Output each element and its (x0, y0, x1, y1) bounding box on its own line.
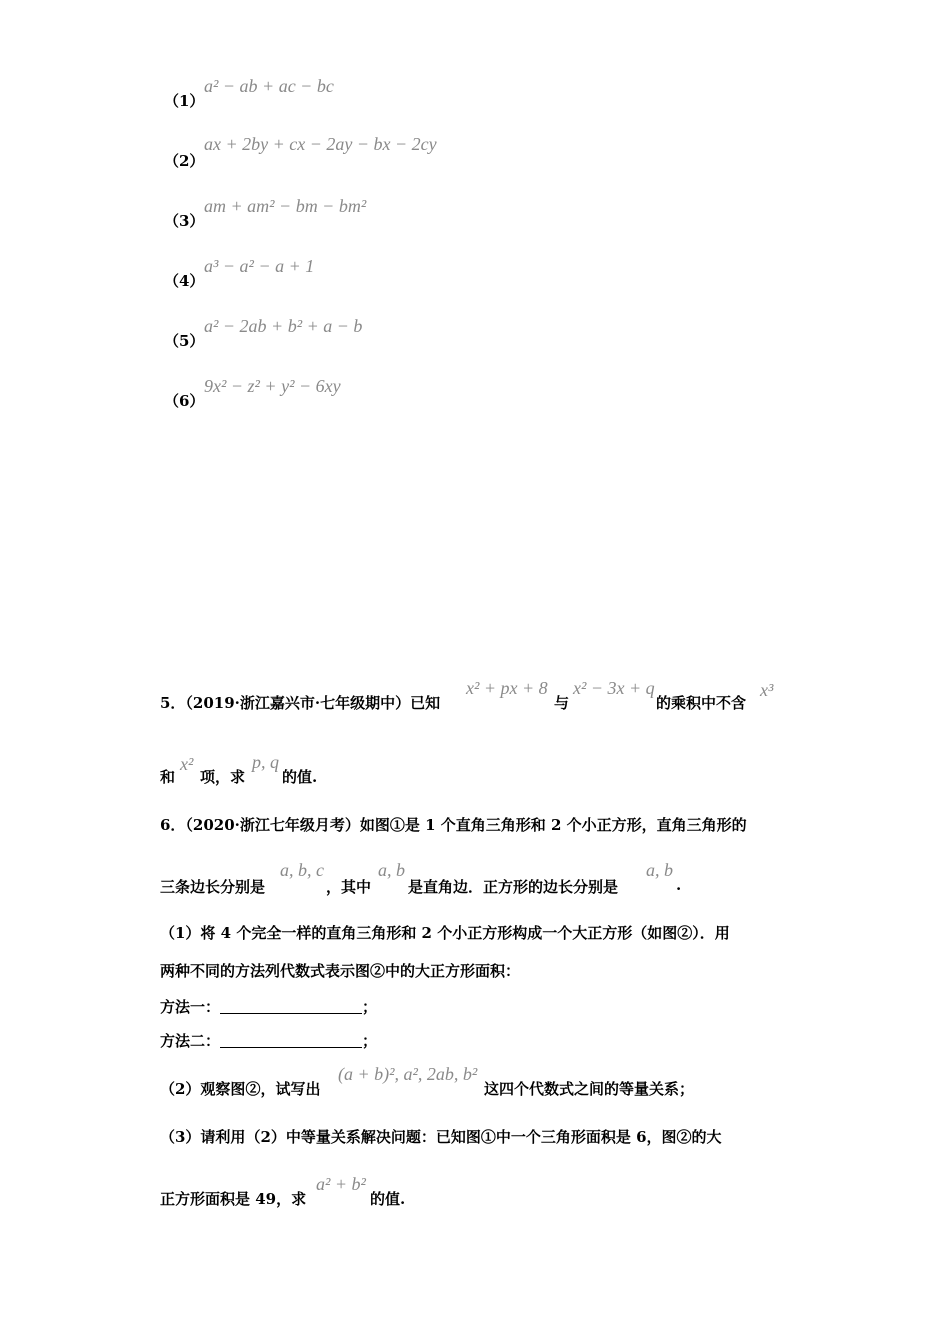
method-two-blank[interactable] (220, 1033, 362, 1048)
q6-expr-ab-1: a, b (378, 860, 405, 880)
method-two-semicolon: ； (362, 1032, 378, 1050)
method-one-row (160, 996, 377, 1017)
q6-part-3-expression: a² + b² (316, 1174, 366, 1194)
q5-and-text: 和 (160, 768, 176, 786)
q5-value-text: 的值. (282, 768, 318, 786)
item-2-expression: ax + 2by + cx − 2ay − bx − 2cy (204, 134, 437, 154)
q6-part-3-value-text: 的值. (370, 1190, 406, 1208)
item-4-expression: a³ − a² − a + 1 (204, 256, 315, 276)
item-6-label: （6） (164, 392, 205, 410)
q5-expr-1: x² + px + 8 (466, 678, 548, 698)
q6-sides-text: 三条边长分别是 (160, 878, 266, 896)
method-one-semicolon: ； (362, 998, 378, 1016)
q5-expr-4: x² (180, 754, 194, 774)
q6-part-2-expression: (a + b)², a², 2ab, b² (338, 1064, 478, 1084)
q5-expr-3: x³ (760, 680, 774, 700)
method-one-blank[interactable] (220, 999, 362, 1014)
q6-expr-abc: a, b, c (280, 860, 324, 880)
q6-part-1-line-1: （1）将 4 个完全一样的直角三角形和 2 个小正方形构成一个大正方形（如图②）．用 (160, 924, 730, 942)
q6-period: . (676, 876, 682, 894)
q6-among-text: ，其中 (326, 878, 372, 896)
q6-legs-text: 是直角边．正方形的边长分别是 (408, 878, 619, 896)
q6-line-1: 6．（2020·浙江七年级月考）如图①是 1 个直角三角形和 2 个小正方形，直角三角形的 (160, 816, 747, 834)
item-1-expression: a² − ab + ac − bc (204, 76, 334, 96)
method-two-label: 方法二： (160, 1032, 221, 1050)
q5-with-text: 与 (554, 694, 570, 712)
item-6-expression: 9x² − z² + y² − 6xy (204, 376, 341, 396)
q6-part-1-line-2: 两种不同的方法列代数式表示图②中的大正方形面积： (160, 962, 521, 980)
item-3-expression: am + am² − bm − bm² (204, 196, 367, 216)
q6-part-2-relation-text: 这四个代数式之间的等量关系； (484, 1080, 695, 1098)
q6-part-3-line-1: （3）请利用（2）中等量关系解决问题：已知图①中一个三角形面积是 6，图②的大 (160, 1128, 722, 1146)
q6-expr-ab-2: a, b (646, 860, 673, 880)
q5-term-text: 项，求 (200, 768, 246, 786)
q5-lead-text: 5．（2019·浙江嘉兴市·七年级期中）已知 (160, 694, 441, 712)
q5-expr-5: p, q (252, 752, 279, 772)
item-5-expression: a² − 2ab + b² + a − b (204, 316, 363, 336)
q5-product-text: 的乘积中不含 (656, 694, 747, 712)
method-two-row (160, 1030, 377, 1051)
item-4-label: （4） (164, 272, 205, 290)
item-5-label: （5） (164, 332, 205, 350)
q6-part-2-text: （2）观察图②，试写出 (160, 1080, 321, 1098)
item-3-label: （3） (164, 212, 205, 230)
method-one-label: 方法一： (160, 998, 221, 1016)
item-2-label: （2） (164, 152, 205, 170)
item-1-label: （1） (164, 92, 205, 110)
q5-expr-2: x² − 3x + q (573, 678, 655, 698)
q6-part-3-text: 正方形面积是 49，求 (160, 1190, 307, 1208)
